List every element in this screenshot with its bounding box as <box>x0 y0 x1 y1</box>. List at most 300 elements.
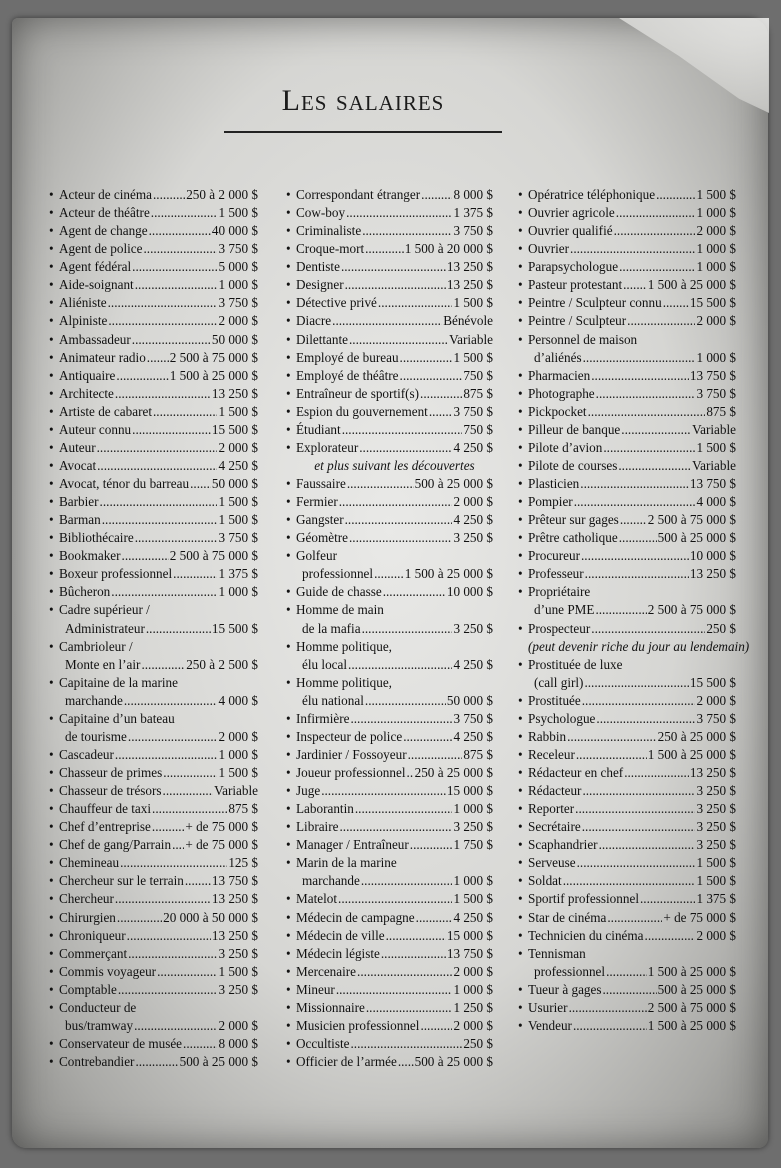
leader-dots <box>97 439 218 457</box>
leader-dots <box>345 276 446 294</box>
salary-entry <box>286 674 493 710</box>
salary-entry <box>286 1035 493 1053</box>
leader-dots <box>124 692 218 710</box>
occupation-label: • Peintre / Sculpteur connu <box>528 295 662 311</box>
salary-value: 500 à 25 000 $ <box>414 1054 493 1069</box>
entry-line <box>296 294 493 312</box>
occupation-label: • Chauffeur de taxi <box>59 801 152 817</box>
salary-entry <box>518 764 736 782</box>
entry-line <box>528 475 736 493</box>
salary-entry <box>518 385 736 403</box>
occupation-label: • Architecte <box>59 385 114 401</box>
salary-value: 20 000 à 50 000 $ <box>163 909 258 925</box>
occupation-label: • Boxeur professionnel <box>59 566 173 582</box>
leader-dots <box>421 186 452 204</box>
entry-line <box>528 764 736 782</box>
salary-value: 4 250 $ <box>453 909 493 925</box>
leader-dots <box>157 963 217 981</box>
salary-value: 2 000 $ <box>696 692 736 708</box>
occupation-label: • Agent de police <box>59 241 143 257</box>
salary-value: 3 250 $ <box>696 801 736 817</box>
salary-value: Variable <box>449 331 493 347</box>
page-title: Les salaires <box>281 84 445 117</box>
occupation-label: • Vendeur <box>528 1017 572 1033</box>
entry-line <box>59 872 258 890</box>
salary-value: 50 000 $ <box>211 476 258 491</box>
salary-entry <box>286 728 493 746</box>
salary-value: 3 750 $ <box>218 530 258 546</box>
salary-entry <box>49 800 258 818</box>
occupation-label: • Professeur <box>528 566 584 582</box>
salary-entry <box>49 872 258 890</box>
salary-entry <box>49 349 258 367</box>
leader-dots <box>619 529 657 547</box>
salary-note <box>286 457 493 475</box>
entry-line <box>59 620 258 638</box>
leader-dots <box>163 764 217 782</box>
occupation-label: • Espion du gouvernement <box>296 403 428 419</box>
salary-entry <box>286 782 493 800</box>
salary-value: 2 000 $ <box>218 1017 258 1033</box>
occupation-label: • Médecin légiste <box>296 945 380 961</box>
leader-dots <box>585 565 689 583</box>
leader-dots <box>339 818 452 836</box>
leader-dots <box>362 620 453 638</box>
entry-line <box>59 945 258 963</box>
entry-line <box>528 746 736 764</box>
leader-dots <box>607 909 662 927</box>
occupation-label: • Bûcheron <box>59 584 111 600</box>
leader-dots <box>153 403 217 421</box>
entry-line <box>296 818 493 836</box>
leader-dots <box>173 565 217 583</box>
entry-line <box>296 836 493 854</box>
occupation-label: • Animateur radio <box>59 349 146 365</box>
salary-entry <box>49 981 258 999</box>
leader-dots <box>599 836 696 854</box>
entry-line <box>59 294 258 312</box>
salary-entry <box>49 890 258 908</box>
entry-line <box>296 1017 493 1035</box>
salary-value: 4 000 $ <box>218 692 258 708</box>
occupation-label: • Pilleur de banque <box>528 421 621 437</box>
salary-entry <box>286 204 493 222</box>
entry-line <box>296 674 493 692</box>
salary-value: 250 à 25 000 $ <box>414 765 493 780</box>
salary-value: 10 000 $ <box>446 584 493 600</box>
occupation-label: • Capitaine d’un bateau <box>59 710 175 726</box>
occupation-label: • Employé de théâtre <box>296 367 399 383</box>
entry-line <box>528 511 736 529</box>
salary-value: 3 250 $ <box>696 783 736 799</box>
occupation-label: • Homme politique, <box>296 674 392 690</box>
salary-entry <box>49 403 258 421</box>
leader-dots <box>576 746 647 764</box>
entry-line <box>528 493 736 511</box>
salary-value: 250 $ <box>706 620 736 636</box>
entry-line <box>59 186 258 204</box>
occupation-label: • Jardinier / Fossoyeur <box>296 746 407 762</box>
leader-dots <box>621 421 691 439</box>
salary-value: 3 750 $ <box>453 403 493 419</box>
leader-dots <box>588 403 706 421</box>
leader-dots <box>614 222 696 240</box>
salary-value: 1 500 à 25 000 $ <box>647 1017 736 1033</box>
occupation-label: • Homme politique, <box>296 638 392 654</box>
entry-line <box>296 547 493 565</box>
salary-entry <box>518 981 736 999</box>
occupation-label: • Croque-mort <box>296 241 365 257</box>
salary-entry <box>49 1035 258 1053</box>
salary-value: 1 000 $ <box>218 277 258 293</box>
salary-value: 13 250 $ <box>211 927 258 943</box>
salary-value: Variable <box>214 783 258 799</box>
salary-entry <box>286 836 493 854</box>
entry-line <box>528 331 736 349</box>
entry-line <box>59 782 258 800</box>
entry-line <box>59 493 258 511</box>
occupation-label: • Opératrice téléphonique <box>528 187 656 202</box>
entry-line <box>528 312 736 330</box>
salary-entry <box>49 746 258 764</box>
occupation-label: • Détective privé <box>296 295 377 311</box>
salary-value: 1 000 $ <box>696 349 736 365</box>
occupation-label: marchande <box>65 692 123 708</box>
occupation-label: • Explorateur <box>296 439 359 455</box>
leader-dots <box>420 385 462 403</box>
entry-line <box>528 421 736 439</box>
leader-dots <box>128 728 218 746</box>
salary-entry <box>49 836 258 854</box>
salary-entry <box>518 511 736 529</box>
entry-line <box>296 764 493 782</box>
occupation-label: • Médecin de campagne <box>296 909 415 925</box>
salary-entry <box>49 258 258 276</box>
salary-value: 13 750 $ <box>446 945 493 961</box>
salary-entry <box>518 999 736 1017</box>
entry-line <box>528 963 736 981</box>
occupation-label: bus/tramway <box>65 1017 134 1033</box>
entry-line <box>296 872 493 890</box>
occupation-label: • Photographe <box>528 385 595 401</box>
occupation-label: • Employé de bureau <box>296 349 399 365</box>
salary-entry <box>49 565 258 583</box>
entry-line <box>296 638 493 656</box>
leader-dots <box>153 186 185 204</box>
salary-entry <box>49 547 258 565</box>
salary-value: 1 500 à 25 000 $ <box>404 566 493 582</box>
salary-value: 3 750 $ <box>453 223 493 239</box>
occupation-label: • Médecin de ville <box>296 927 385 943</box>
salary-entry <box>49 294 258 312</box>
entry-line <box>296 475 493 493</box>
entry-line <box>528 890 736 908</box>
salary-entry <box>286 638 493 674</box>
salary-entry <box>49 674 258 710</box>
salary-value: 2 000 $ <box>696 927 736 943</box>
entry-line <box>59 692 258 710</box>
occupation-label: • Entraîneur de sportif(s) <box>296 385 420 401</box>
salary-entry <box>286 1053 493 1071</box>
leader-dots <box>132 258 217 276</box>
salary-entry <box>286 890 493 908</box>
occupation-label: • Infirmière <box>296 710 350 726</box>
leader-dots <box>146 620 211 638</box>
leader-dots <box>100 493 218 511</box>
entry-line <box>528 710 736 728</box>
salary-value: 8 000 $ <box>453 187 493 202</box>
entry-line <box>59 981 258 999</box>
salary-entry <box>518 620 736 638</box>
entry-line <box>528 854 736 872</box>
leader-dots <box>577 854 696 872</box>
leader-dots <box>118 981 218 999</box>
salary-entry <box>518 276 736 294</box>
entry-line <box>296 529 493 547</box>
occupation-label: • Barman <box>59 512 101 528</box>
occupation-label: • Avocat, ténor du barreau <box>59 476 190 491</box>
occupation-label: • Officier de l’armée <box>296 1054 397 1069</box>
entry-line <box>296 403 493 421</box>
occupation-label: • Avocat <box>59 457 97 473</box>
leader-dots <box>581 547 689 565</box>
salary-entry <box>286 999 493 1017</box>
entry-line <box>296 927 493 945</box>
salary-entry <box>286 818 493 836</box>
occupation-label: • Agent fédéral <box>59 259 132 275</box>
leader-dots <box>336 981 453 999</box>
entry-line <box>59 511 258 529</box>
salary-value: 1 250 $ <box>453 999 493 1015</box>
occupation-label: • Géomètre <box>296 530 348 546</box>
salary-value: 8 000 $ <box>218 1035 258 1051</box>
salary-value: 1 500 à 25 000 $ <box>647 277 736 293</box>
salary-value: + de 75 000 $ <box>185 837 258 853</box>
occupation-label: • Psychologue <box>528 710 596 726</box>
salary-entry <box>286 439 493 457</box>
entry-line <box>528 945 736 963</box>
salary-entry <box>518 1017 736 1035</box>
salary-value: 1 000 $ <box>696 241 736 257</box>
entry-line <box>296 385 493 403</box>
salary-column-3 <box>518 186 750 1035</box>
salary-entry <box>49 222 258 240</box>
salary-value: 13 750 $ <box>689 476 736 491</box>
salary-value: 3 250 $ <box>696 819 736 835</box>
occupation-label: • Agent de change <box>59 223 148 239</box>
entry-line <box>296 186 493 204</box>
salary-value: 1 750 $ <box>453 837 493 853</box>
leader-dots <box>400 349 453 367</box>
entry-line <box>59 529 258 547</box>
entry-line <box>296 583 493 601</box>
entry-line <box>59 1053 258 1071</box>
salary-value: 50 000 $ <box>446 692 493 708</box>
salary-value: 4 250 $ <box>453 656 493 672</box>
salary-value: 4 250 $ <box>453 439 493 455</box>
leader-dots <box>618 457 691 475</box>
salary-entry <box>49 945 258 963</box>
salary-entry <box>518 927 736 945</box>
entry-line <box>59 403 258 421</box>
salary-entry <box>286 927 493 945</box>
leader-dots <box>656 186 695 204</box>
entry-line <box>528 204 736 222</box>
salary-entry <box>49 764 258 782</box>
occupation-label: élu national <box>302 692 364 708</box>
leader-dots <box>361 872 453 890</box>
salary-entry <box>518 547 736 565</box>
entry-line <box>59 276 258 294</box>
occupation-label: élu local <box>302 656 348 672</box>
occupation-label: • Fermier <box>296 494 338 510</box>
salary-entry <box>286 240 493 258</box>
entry-line <box>528 1017 736 1035</box>
leader-dots <box>420 1017 452 1035</box>
occupation-label: • Chercheur sur le terrain <box>59 873 184 889</box>
occupation-label: • Occultiste <box>296 1035 350 1051</box>
occupation-label: • Laborantin <box>296 801 354 817</box>
leader-dots <box>355 800 453 818</box>
leader-dots <box>374 565 404 583</box>
salary-entry <box>518 258 736 276</box>
leader-dots <box>603 439 695 457</box>
salary-value: 40 000 $ <box>211 223 258 239</box>
leader-dots <box>596 385 696 403</box>
entry-line <box>296 710 493 728</box>
salary-value: 3 750 $ <box>696 710 736 726</box>
occupation-label: • Bookmaker <box>59 548 121 564</box>
leader-dots <box>172 836 184 854</box>
salary-entry <box>286 963 493 981</box>
leader-dots <box>400 367 463 385</box>
occupation-label: • Ambassadeur <box>59 331 131 347</box>
salary-value: 1 500 $ <box>453 891 493 907</box>
occupation-label: • Personnel de maison <box>528 331 638 347</box>
occupation-label: • Commerçant <box>59 945 128 961</box>
leader-dots <box>591 367 689 385</box>
salary-entry <box>49 312 258 330</box>
leader-dots <box>115 385 211 403</box>
occupation-label: • Pilote d’avion <box>528 439 603 455</box>
salary-entry <box>49 583 258 601</box>
leader-dots <box>321 782 446 800</box>
leader-dots <box>128 945 217 963</box>
entry-line <box>296 909 493 927</box>
occupation-label: • Barbier <box>59 494 99 510</box>
salary-value: Bénévole <box>443 313 493 329</box>
occupation-label: • Homme de main <box>296 602 384 618</box>
salary-value: 13 250 $ <box>446 277 493 293</box>
occupation-label: • Mercenaire <box>296 963 357 979</box>
leader-dots <box>141 656 185 674</box>
salary-entry <box>286 601 493 637</box>
salary-value: 3 750 $ <box>453 710 493 726</box>
entry-line <box>296 945 493 963</box>
salary-value: 1 500 à 20 000 $ <box>404 241 493 257</box>
occupation-label: • Juge <box>296 783 321 799</box>
entry-line <box>59 331 258 349</box>
entry-line <box>296 800 493 818</box>
leader-dots <box>407 764 414 782</box>
leader-dots <box>135 276 218 294</box>
salary-entry <box>518 565 736 583</box>
salary-value: 13 750 $ <box>689 367 736 383</box>
salary-value: 1 500 $ <box>696 873 736 889</box>
salary-value: 1 000 $ <box>696 259 736 275</box>
salary-value: 1 500 $ <box>218 765 258 780</box>
entry-line <box>59 240 258 258</box>
entry-line <box>296 240 493 258</box>
leader-dots <box>135 1053 178 1071</box>
occupation-label: • Prospecteur <box>528 620 591 636</box>
occupation-label: • Chasseur de trésors <box>59 783 162 799</box>
occupation-label: professionnel <box>534 963 606 979</box>
salary-entry <box>518 439 736 457</box>
salary-entry <box>286 854 493 890</box>
occupation-label: • Manager / Entraîneur <box>296 837 409 853</box>
occupation-label: • Joueur professionnel <box>296 765 406 780</box>
salary-value: 13 250 $ <box>446 259 493 275</box>
entry-line <box>528 981 736 999</box>
salary-value: 1 500 $ <box>453 349 493 365</box>
occupation-label: • Cambrioleur / <box>59 638 133 654</box>
entry-line <box>59 1035 258 1053</box>
salary-entry <box>286 764 493 782</box>
salary-value: 4 250 $ <box>218 457 258 473</box>
salary-entry <box>49 529 258 547</box>
salary-entry <box>49 367 258 385</box>
leader-dots <box>132 421 211 439</box>
occupation-label: • Ouvrier agricole <box>528 205 615 221</box>
salary-value: 1 375 $ <box>696 891 736 907</box>
salary-value: 2 000 $ <box>696 223 736 239</box>
leader-dots <box>606 963 647 981</box>
entry-line <box>59 222 258 240</box>
occupation-label: • Diacre <box>296 313 332 329</box>
entry-line <box>296 222 493 240</box>
salary-value: 4 250 $ <box>453 728 493 744</box>
leader-dots <box>596 710 695 728</box>
occupation-label: • Rédacteur <box>528 783 582 799</box>
salary-entry <box>49 385 258 403</box>
salary-entry <box>518 656 736 692</box>
entry-line <box>296 620 493 638</box>
salary-value: 1 500 $ <box>453 295 493 311</box>
leader-dots <box>349 529 452 547</box>
occupation-label: • Ouvrier <box>528 241 570 257</box>
leader-dots <box>117 909 162 927</box>
entry-line <box>59 728 258 746</box>
occupation-label: • Chercheur <box>59 891 114 907</box>
entry-line <box>59 638 258 656</box>
occupation-label: • Faussaire <box>296 476 346 491</box>
leader-dots <box>151 204 218 222</box>
salary-value: 2 000 $ <box>218 313 258 329</box>
occupation-label: d’aliénés <box>534 349 582 365</box>
entry-line <box>296 258 493 276</box>
leader-dots <box>620 511 647 529</box>
salary-entry <box>518 872 736 890</box>
entry-line <box>296 656 493 674</box>
leader-dots <box>102 511 218 529</box>
entry-line <box>296 728 493 746</box>
entry-line <box>296 312 493 330</box>
occupation-label: • Commis voyageur <box>59 963 157 979</box>
leader-dots <box>132 331 211 349</box>
entry-line <box>59 583 258 601</box>
occupation-label: • Golfeur <box>296 548 338 564</box>
